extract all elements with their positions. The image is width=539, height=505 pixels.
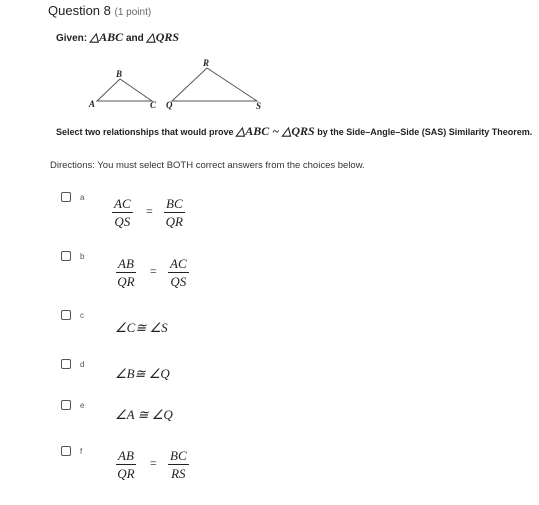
vertex-label-s: S (256, 101, 262, 111)
choice-b-right-fraction (168, 256, 189, 289)
prompt-before: Select two relationships that would prove (56, 127, 234, 137)
given-triangle-qrs: △QRS (146, 30, 180, 44)
question-title: Question 8 (48, 3, 111, 18)
vertex-label-a: A (89, 99, 96, 109)
choice-a-right-denominator: QR (165, 214, 183, 229)
choice-b-right-numerator: AC (170, 256, 187, 271)
choice-a-checkbox[interactable] (61, 192, 71, 202)
choice-a-left-fraction (112, 196, 133, 229)
directions-text: Directions: You must select BOTH correct answers from the choices below. (50, 160, 365, 171)
choice-f-right-numerator: BC (170, 448, 187, 463)
choice-f-left-denominator: QR (117, 466, 135, 481)
choice-c-checkbox[interactable] (61, 310, 71, 320)
choice-a-equals: = (146, 204, 153, 218)
choice-e-expression: ∠A ≅ ∠Q (115, 407, 173, 422)
choice-b-checkbox[interactable] (61, 251, 71, 261)
choice-d-letter: d (80, 360, 85, 369)
triangles-figure (0, 0, 539, 130)
choice-f-left-fraction (116, 448, 136, 481)
choice-a-left-denominator: QS (114, 214, 131, 229)
vertex-label-q: Q (166, 100, 173, 110)
triangle-qrs (172, 68, 257, 101)
choice-f-letter: f (80, 447, 83, 456)
choice-b-left-numerator: AB (118, 256, 134, 271)
choice-c-expression: ∠C≅ ∠S (115, 320, 168, 335)
choice-b-right-denominator: QS (170, 274, 187, 289)
vertex-label-b: B (116, 69, 123, 79)
choice-f-right-fraction (168, 448, 189, 481)
choice-a-left-numerator: AC (114, 196, 131, 211)
choice-d-expression: ∠B≅ ∠Q (115, 366, 170, 381)
choice-b-letter: b (80, 252, 85, 261)
choice-a-letter: a (80, 193, 85, 202)
choice-b-equals: = (150, 264, 157, 278)
choice-f-right-denominator: RS (171, 466, 186, 481)
choice-a-right-fraction (164, 196, 185, 229)
given-and: and (125, 33, 144, 44)
choice-e-letter: e (80, 401, 85, 410)
question-prompt (56, 124, 532, 139)
choice-a-right-numerator: BC (166, 196, 183, 211)
prompt-math: △ABC ~ △QRS (236, 124, 315, 138)
given-label: Given: (56, 33, 88, 44)
choice-b-left-denominator: QR (117, 274, 135, 289)
vertex-label-c: C (150, 100, 157, 110)
choice-c-letter: c (80, 311, 84, 320)
choice-b-left-fraction (116, 256, 136, 289)
choice-f-checkbox[interactable] (61, 446, 71, 456)
given-triangle-abc: △ABC (89, 30, 124, 44)
choice-d-checkbox[interactable] (61, 359, 71, 369)
vertex-label-r: R (203, 58, 210, 68)
prompt-after: by the Side–Angle–Side (SAS) Similarity Theorem. (317, 127, 533, 137)
triangle-abc (97, 79, 152, 101)
choice-f-left-numerator: AB (118, 448, 134, 463)
choice-e-checkbox[interactable] (61, 400, 71, 410)
choice-f-equals: = (150, 456, 157, 470)
question-points: (1 point) (114, 7, 152, 18)
